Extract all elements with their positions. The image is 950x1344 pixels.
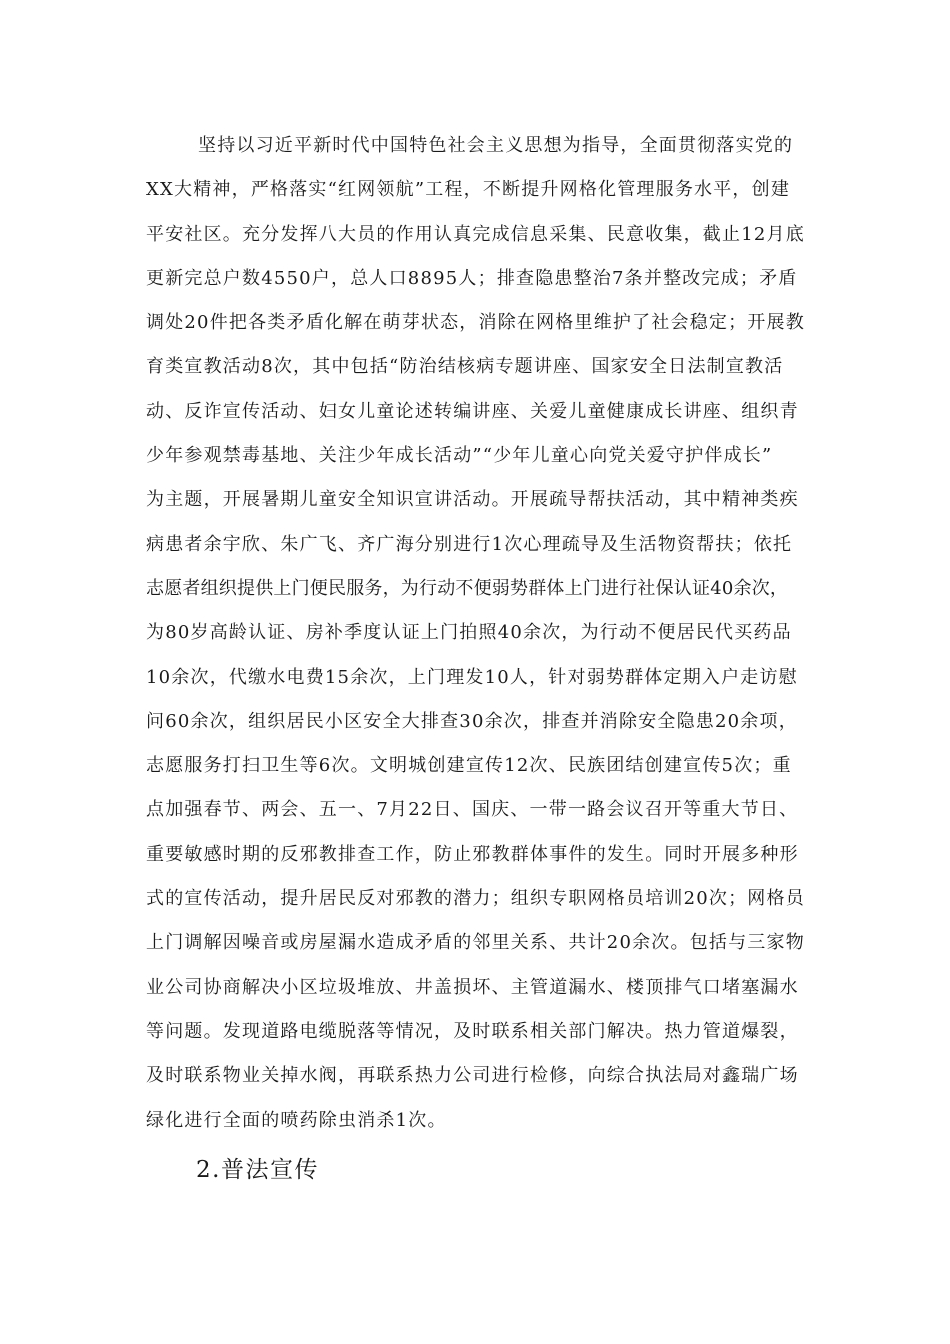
paragraph-line: 动、反诈宣传活动、妇女儿童论述转编讲座、关爱儿童健康成长讲座、组织青 [146, 400, 799, 422]
paragraph-line: 病患者余宇欣、朱广飞、齐广海分别进行1次心理疏导及生活物资帮扶；依托 [146, 533, 793, 555]
paragraph-line: 志愿服务打扫卫生等6次。文明城创建宣传12次、民族团结创建宣传5次；重 [146, 755, 792, 777]
section-heading: 2.普法宣传 [196, 1157, 319, 1183]
paragraph-line: XX大精神，严格落实“红网领航”工程，不断提升网格化管理服务水平，创建 [146, 179, 791, 201]
paragraph-line: 业公司协商解决小区垃圾堆放、井盖损坏、主管道漏水、楼顶排气口堵塞漏水 [146, 976, 799, 998]
paragraph-line: 问60余次，组织居民小区安全大排查30余次，排查并消除安全隐患20余项， [146, 710, 798, 732]
paragraph-line: 更新完总户数4550户，总人口8895人；排查隐患整治7条并整改完成；矛盾 [146, 267, 798, 289]
paragraph-line: 坚持以习近平新时代中国特色社会主义思想为指导，全面贯彻落实党的 [198, 135, 794, 156]
paragraph-line: 及时联系物业关掉水阀，再联系热力公司进行检修，向综合执法局对鑫瑞广场 [146, 1065, 799, 1087]
paragraph-line: 平安社区。充分发挥八大员的作用认真完成信息采集、民意收集，截止12月底 [146, 223, 805, 245]
paragraph-line: 育类宣教活动8次，其中包括“防治结核病专题讲座、国家安全日法制宣教活 [146, 356, 784, 378]
paragraph-line: 少年参观禁毒基地、关注少年成长活动”“少年儿童心向党关爱守护伴成长” [146, 445, 773, 467]
paragraph-line: 绿化进行全面的喷药除虫消杀1次。 [146, 1109, 447, 1131]
paragraph-line: 10余次，代缴水电费15余次，上门理发10人，针对弱势群体定期入户走访慰 [146, 666, 798, 688]
paragraph-line: 上门调解因噪音或房屋漏水造成矛盾的邻里关系、共计20余次。包括与三家物 [146, 932, 805, 954]
paragraph-line: 为80岁高龄认证、房补季度认证上门拍照40余次，为行动不便居民代买药品 [146, 622, 792, 644]
paragraph-line: 点加强春节、两会、五一、7月22日、国庆、一带一路会议召开等重大节日、 [146, 799, 799, 821]
paragraph-line: 调处20件把各类矛盾化解在萌芽状态，消除在网格里维护了社会稳定；开展教 [146, 312, 805, 334]
paragraph-line: 志愿者组织提供上门便民服务，为行动不便弱势群体上门进行社保认证40余次， [146, 577, 789, 599]
paragraph-line: 式的宣传活动，提升居民反对邪教的潜力；组织专职网格员培训20次；网格员 [146, 888, 805, 910]
paragraph-line: 等问题。发现道路电缆脱落等情况，及时联系相关部门解决。热力管道爆裂， [146, 1020, 799, 1042]
paragraph-line: 重要敏感时期的反邪教排查工作，防止邪教群体事件的发生。同时开展多种形 [146, 843, 799, 865]
body-paragraph [146, 124, 822, 1143]
paragraph-line: 为主题，开展暑期儿童安全知识宣讲活动。开展疏导帮扶活动，其中精神类疾 [146, 489, 799, 511]
